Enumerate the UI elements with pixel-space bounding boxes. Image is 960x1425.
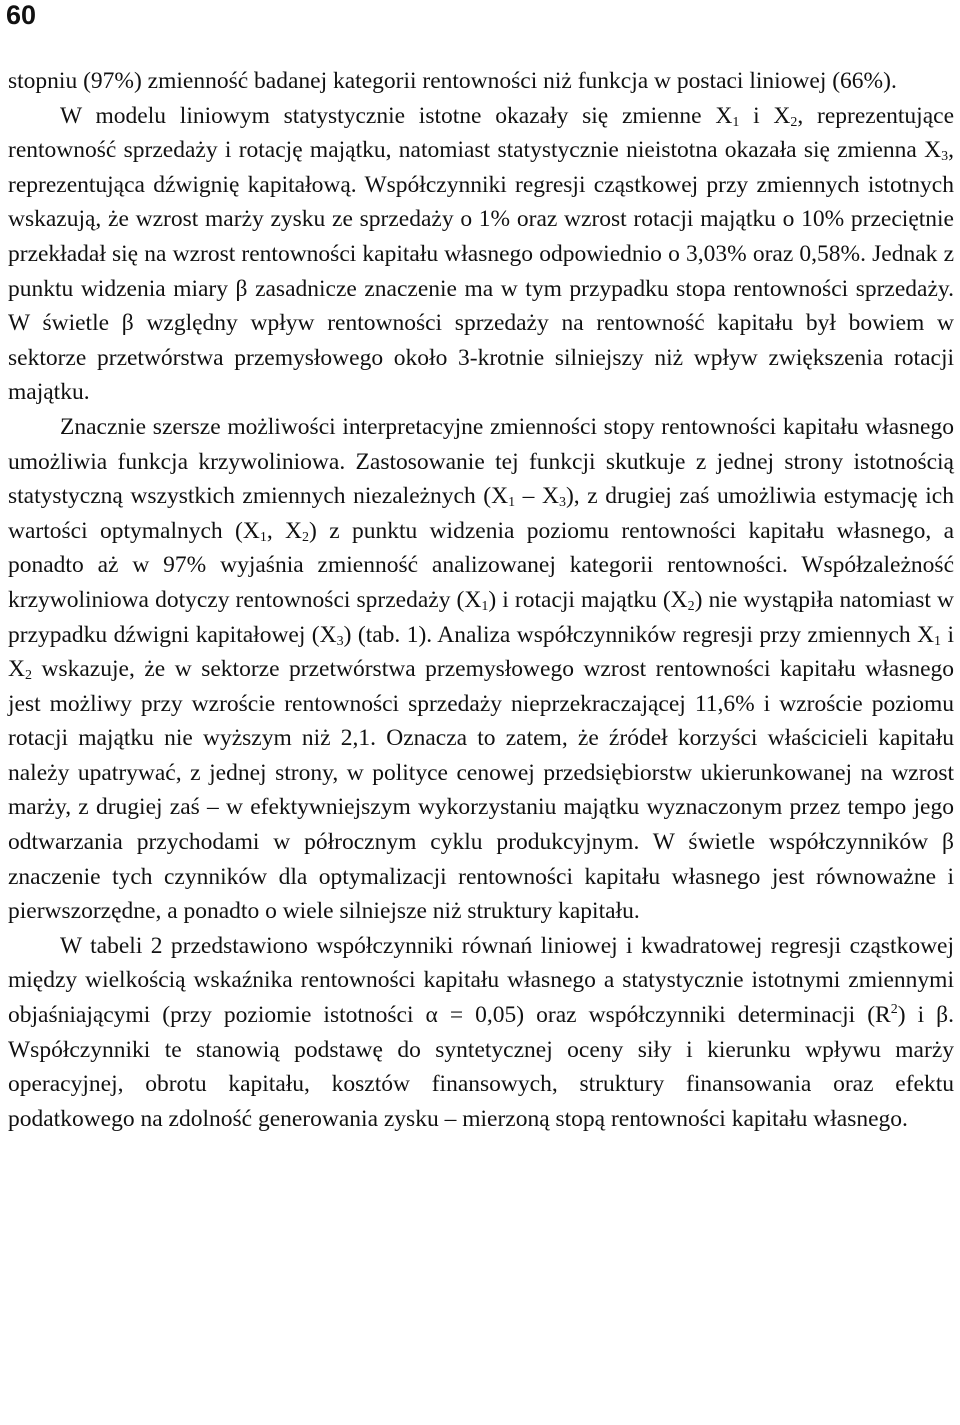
body-text bbox=[8, 64, 954, 1136]
paragraph-2: W modelu liniowym statystycznie istotne okazały się zmienne $X_1$ i $X_2$, reprezentujące rentowność sprzedaży i rotację majątku, natomiast statystycznie nieistotna okazała się zmienna $X_3$, reprezentująca dźwignię kapitałową. Współczynniki regresji cząstkowej przy zmiennych istotnych wskazują, że wzrost marży zysku ze sprzedaży o 1% oraz wzrost rotacji majątku o 10% przeciętnie przekładał się na wzrost rentowności kapitału własnego odpowiednio o 3,03% oraz 0,58%. Jednak z punktu widzenia miary β zasadnicze znaczenie ma w tym przypadku stopa rentowności sprzedaży. W świetle β względny wpływ rentowności sprzedaży na rentowność kapitału był bowiem w sektorze przetwórstwa przemysłowego około 3-krotnie silniejszy niż wpływ zwiększenia rotacji majątku. bbox=[8, 102, 954, 406]
paragraph-3: Znacznie szersze możliwości interpretacyjne zmienności stopy rentowności kapitału własnego umożliwia funkcja krzywoliniowa. Zastosowanie tej funkcji skutkuje z jednej strony istotnością statystyczną wszystkich zmiennych niezależnych $(X_1 - X_3)$, z drugiej zaś umożliwia estymację ich wartości optymalnych ($X_1$, $X_2$) z punktu widzenia poziomu rentowności kapitału własnego, a ponadto aż w 97% wyjaśnia zmienność analizowanej kategorii rentowności. Współzależność krzywoliniowa dotyczy rentowności sprzedaży $(X_1)$ i rotacji majątku $(X_2)$ nie wystąpiła natomiast w przypadku dźwigni kapitałowej $(X_3)$ (tab. 1). Analiza współczynników regresji przy zmiennych $X_1$ i $X_2$ wskazuje, że w sektorze przetwórstwa przemysłowego wzrost rentowności kapitału własnego jest możliwy przy wzroście rentowności sprzedaży nieprzekraczającej 11,6% i wzroście poziomu rotacji majątku nie wyższym niż 2,1. Oznacza to zatem, że źródeł korzyści właścicieli kapitału należy upatrywać, z jednej strony, w polityce cenowej przedsiębiorstw ukierunkowanej na wzrost marży, z drugiej zaś – w efektywniejszym wykorzystaniu majątku wyznaczonym przez tempo jego odtwarzania przychodami w półrocznym cyklu produkcyjnym. W świetle współczynników β znaczenie tych czynników dla optymalizacji rentowności kapitału własnego jest równoważne i pierwszorzędne, a ponadto o wiele silniejsze niż struktury kapitału. bbox=[8, 413, 955, 925]
page-number: 60 bbox=[6, 0, 37, 30]
paragraph-1: stopniu (97%) zmienność badanej kategorii rentowności niż funkcja w postaci liniowej (66%). bbox=[8, 68, 897, 94]
paragraph-4: W tabeli 2 przedstawiono współczynniki równań liniowej i kwadratowej regresji cząstkowej między wielkością wskaźnika rentowności kapitału własnego a statystycznie istotnymi zmiennymi objaśniającymi (przy poziomie istotności α = 0,05) oraz współczynniki determinacji $(R^2)$ i β. Współczynniki te stanowią podstawę do syntetycznej oceny siły i kierunku wpływu marży operacyjnej, obrotu kapitału, kosztów finansowych, struktury finansowania oraz efektu podatkowego na zdolność generowania zysku – mierzoną stopą rentowności kapitału własnego. bbox=[8, 932, 954, 1132]
